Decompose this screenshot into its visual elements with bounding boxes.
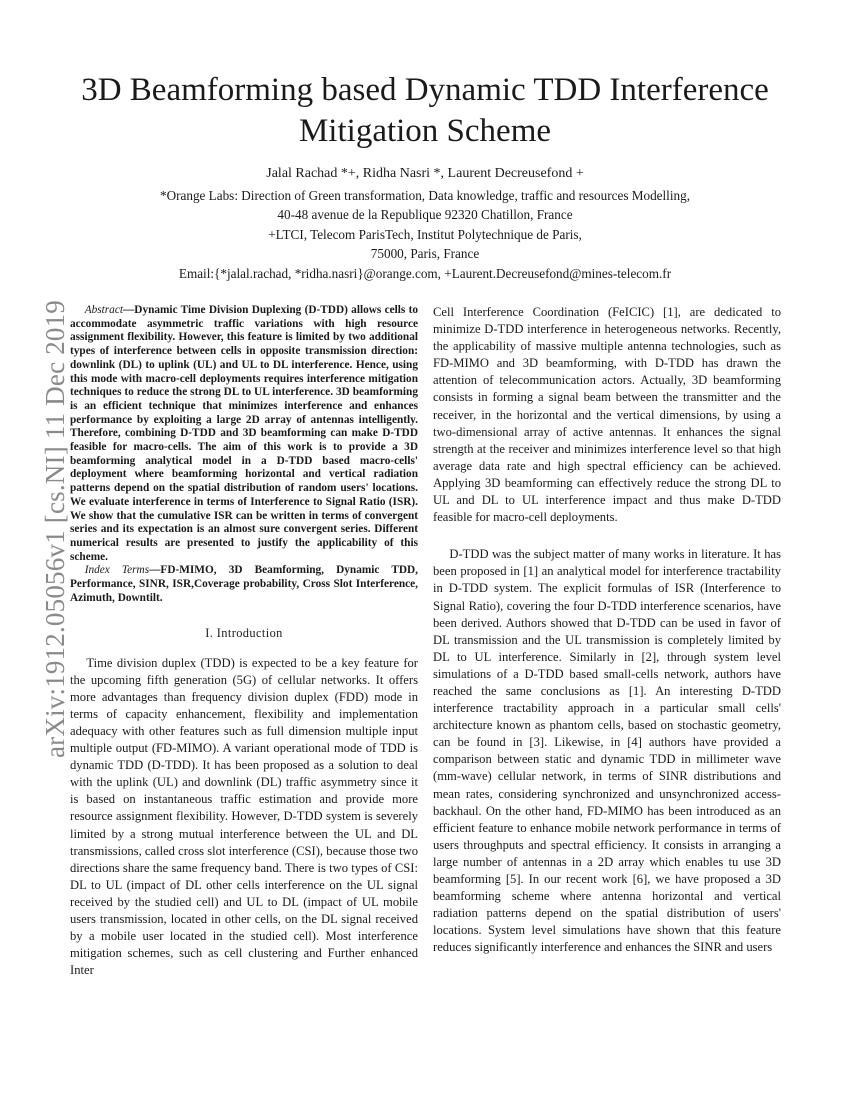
abstract-text: —Dynamic Time Division Duplexing (D-TDD) allows cells to accommodate asymmetric traffic variations with high resource assignment flexibility. However, this feature is limited by two additional types of interference between cells in opposite transmission direction: downlink (DL) to uplink (UL) and UL to DL interference. Hence, using this mode with macro-cell deployments requires interference mitigation techniques to reduce the strong DL to UL interference. 3D beamforming is an efficient technique that minimizes interference and enhances performance by exploiting a large 2D array of antennas intelligently. Therefore, combining D-TDD and 3D beamforming can make D-TDD feasible for macro-cells. The aim of this work is to provide a 3D beamforming analytical model in a D-TDD based macro-cells' deployment where beamforming horizontal and vertical radiation patterns depend on the spatial distribution of random users' locations. We evaluate interference in terms of Interference to Signal Ratio (ISR). We show that the cumulative ISR can be written in terms of convergent series and its expectation is an almost sure convergent series. Different numerical results are presented to justify the applicability of this scheme. [70, 304, 418, 563]
abstract-lead: Abstract [84, 304, 123, 316]
right-paragraph-1: Cell Interference Coordination (FeICIC) [1], are dedicated to minimize D-TDD interference in heterogeneous networks. Recently, the applicability of massive multiple antenna technologies, such as FD-MIMO and 3D beamforming, with D-TDD has drawn the attention of telecommunication actors. Actually, 3D beamforming consists in forming a signal beam between the transmitter and the receiver, in the horizontal and the vertical dimensions, by using a two-dimensional array of active antennas. It enhances the signal strength at the receiver and minimizes interference level so that high average data rate and high spectral efficiency can be achieved. Applying 3D beamforming can effectively reduce the strong DL to UL and DL to UL interference impact and thus make D-TDD feasible for macro-cell deployments. [433, 305, 781, 525]
abstract [70, 304, 418, 564]
section-heading-introduction: I. Introduction [205, 626, 283, 641]
index-terms-text: —FD-MIMO, 3D Beamforming, Dynamic TDD, Performance, SINR, ISR,Coverage probability, Cross Slot Interference, Azimuth, Downtilt. [70, 564, 419, 604]
author-block [70, 164, 780, 283]
author-names: Jalal Rachad *+, Ridha Nasri *, Laurent Decreusefond + [266, 166, 584, 181]
affiliation-2-address: 75000, Paris, France [370, 246, 480, 261]
affiliation-2: +LTCI, Telecom ParisTech, Institut Polytechnique de Paris, [268, 226, 582, 242]
intro-paragraph-1: Time division duplex (TDD) is expected to be a key feature for the upcoming fifth generation (5G) of cellular networks. It offers more advantages than frequency division duplex (FDD) mode in terms of capacity enhancement, flexibility and implementation adequacy with other features such as full dimension multiple input multiple output (FD-MIMO). A variant operational mode of TDD is dynamic TDD (D-TDD). It has been proposed as a solution to deal with the uplink (UL) and downlink (DL) traffic asymmetry since it is based on instantaneous traffic estimation and provide more resource assignment flexibility. However, D-TDD system is severely limited by a strong mutual interference between the UL and DL transmissions, called cross slot interference (CSI), because those two directions share the same frequency band. There is two types of CSI: DL to UL (impact of DL other cells interference on the UL signal received by the studied cell) and UL to DL (impact of UL mobile users transmission, located in other cells, on the DL signal received by a mobile user located in the studied cell). Most interference mitigation schemes, such as cell clustering and Further enhanced Inter [70, 655, 418, 978]
index-terms-lead: Index Terms [84, 564, 150, 577]
right-paragraph-2: D-TDD was the subject matter of many works in literature. It has been proposed in [1] an analytical model for interference tractability in D-TDD system. The explicit formulas of ISR (Interference to Signal Ratio), covering the four D-TDD interference scenarios, have been derived. Authors showed that D-TDD can be used in favor of DL transmission and the UL transmission is completely limited by DL to UL interference. Similarly in [2], through system level simulations of a D-TDD based small-cells network, authors have reached the same conclusions as [1]. An interesting D-TDD interference tractability approach in a particular small cells' architecture known as phantom cells, based on stochastic geometry, can be found in [3]. Likewise, in [4] authors have provided a comparison between static and dynamic TDD in millimeter wave (mm-wave) cellular network, in terms of SINR distributions and mean rates, considering synchronized and unsynchronized access-backhaul. On the other hand, FD-MIMO has been introduced as an efficient feature to enhance mobile network performance in terms of users throughputs and spectral efficiency. It consists in arranging a large number of antennas in a 2D array which enables tu use 3D beamforming [5]. In our recent work [6], we have proposed a 3D beamforming scheme where antenna horizontal and vertical radiation patterns depend on the spatial distribution of users' locations. System level simulations have shown that this feature reduces significantly interference and enhances the SINR and users [433, 547, 781, 955]
paragraph-gap [433, 526, 781, 546]
left-column [70, 304, 418, 979]
paper-title: 3D Beamforming based Dynamic TDD Interference Mitigation Scheme [81, 72, 769, 149]
right-column [433, 304, 781, 956]
index-terms [70, 564, 418, 605]
affiliation-1: *Orange Labs: Direction of Green transformation, Data knowledge, traffic and resources Modelling, [159, 187, 690, 203]
arxiv-identifier: arXiv:1912.05056v1 [cs.NI] 11 Dec 2019 [40, 299, 70, 758]
affiliation-1-address: 40-48 avenue de la Republique 92320 Chatillon, France [277, 207, 573, 222]
author-emails: Email:{*jalal.rachad, *ridha.nasri}@orange.com, +Laurent.Decreusefond@mines-telecom.fr [178, 265, 672, 281]
